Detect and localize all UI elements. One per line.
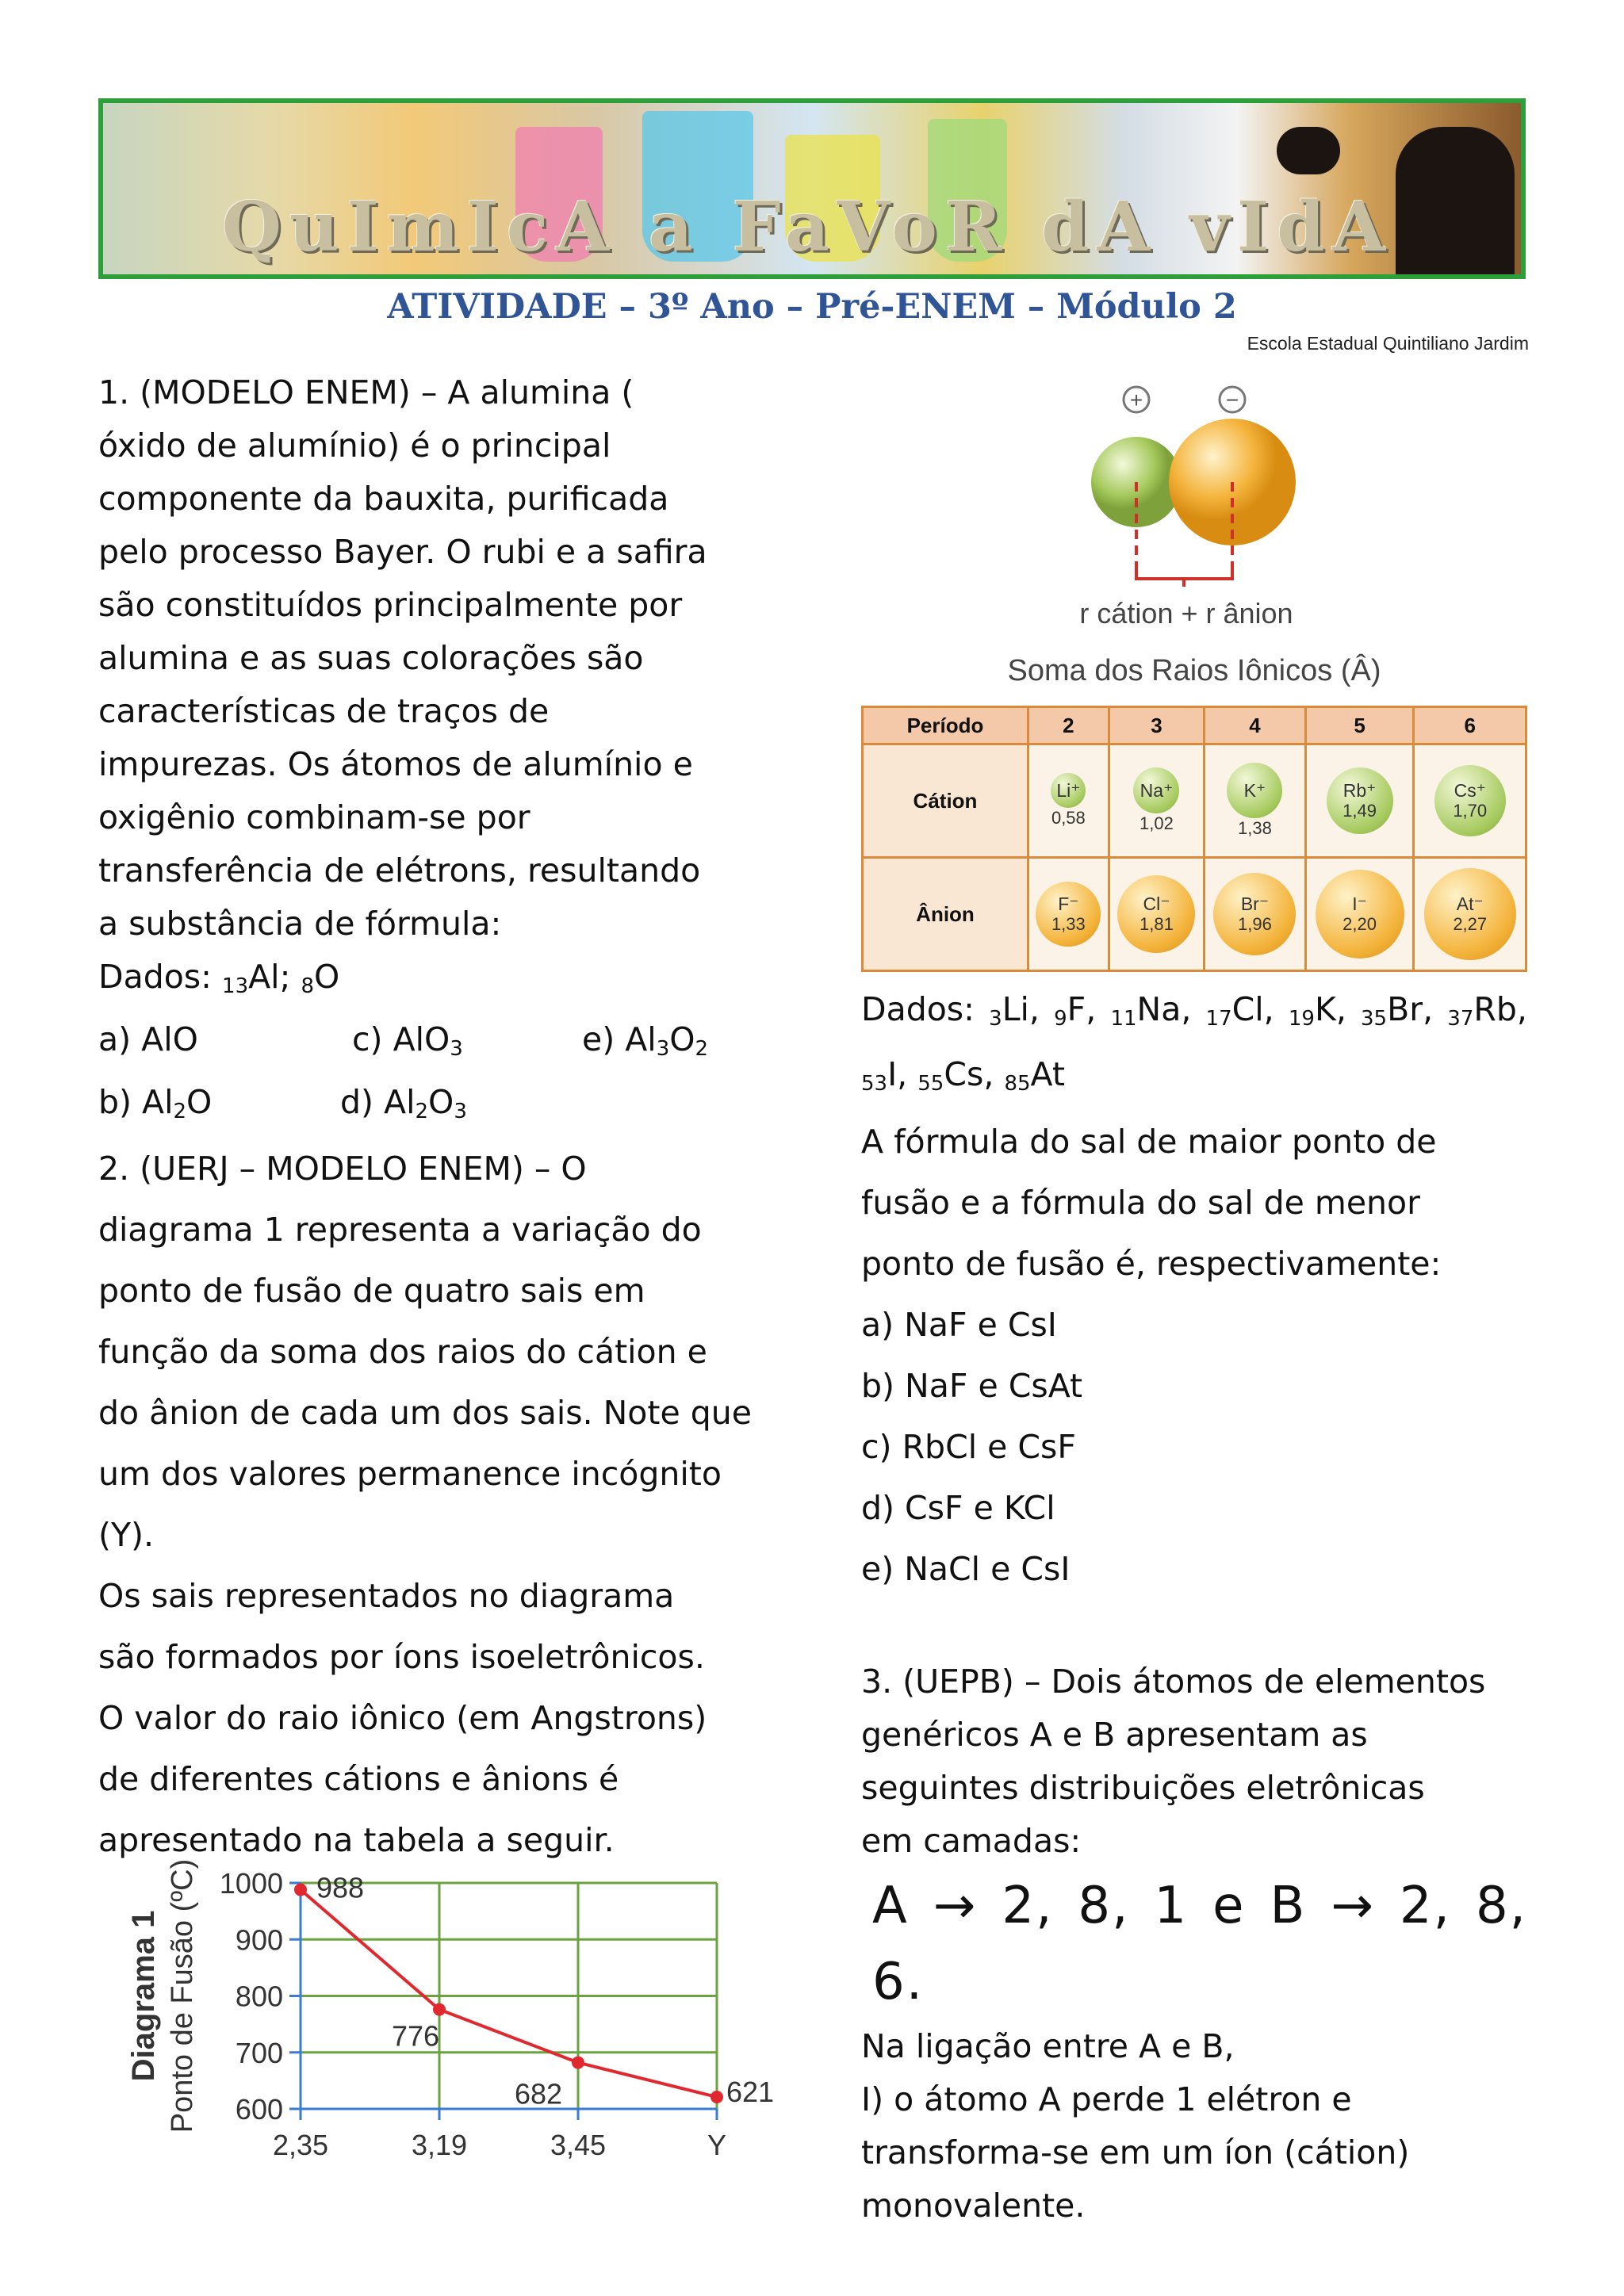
- question-1: [98, 366, 764, 1138]
- x-tick-label: 3,45: [550, 2129, 607, 2161]
- x-tick-label: 2,35: [272, 2129, 329, 2161]
- q1-line: oxigênio combinam-se por: [98, 798, 530, 836]
- q2-question-line: A fórmula do sal de maior ponto de: [861, 1123, 1437, 1161]
- q2-option-e[interactable]: e) NaCl e CsI: [861, 1550, 1071, 1588]
- cation-cell: [1414, 744, 1526, 858]
- ion-ball: Rb⁺ 1,49: [1327, 767, 1393, 834]
- banner-title: QuImIcA a FaVoR dA vIdA: [222, 187, 1394, 267]
- q3-line: Na ligação entre A e B,: [861, 2027, 1235, 2065]
- data-label: 776: [392, 2019, 440, 2053]
- y-tick-label: 700: [235, 2036, 283, 2069]
- q2-line: apresentado na tabela a seguir.: [98, 1821, 615, 1859]
- data-point: [710, 2091, 723, 2103]
- q1-line: são constituídos principalmente por: [98, 586, 683, 624]
- x-tick-label: 3,19: [411, 2129, 468, 2161]
- q2-line: de diferentes cátions e ânions é: [98, 1760, 619, 1798]
- data-label: 682: [515, 2077, 563, 2110]
- ion-radius: 1,02: [1139, 813, 1174, 833]
- q2-option-b[interactable]: b) NaF e CsAt: [861, 1367, 1083, 1405]
- chart-title: Diagrama 1: [126, 1910, 161, 2082]
- q1-line: 1. (MODELO ENEM) – A alumina (: [98, 373, 634, 411]
- q2-question-line: fusão e a fórmula do sal de menor: [861, 1184, 1420, 1222]
- y-tick-label: 600: [235, 2093, 283, 2126]
- cation-cell: [1109, 744, 1204, 858]
- option-b[interactable]: b) $Al_2O$: [98, 1083, 213, 1123]
- q3-line: genéricos A e B apresentam as: [861, 1716, 1368, 1754]
- left-column: [98, 366, 764, 1871]
- anion-cell: [1109, 858, 1204, 971]
- x-tick-label: Y: [707, 2129, 727, 2161]
- cation-cell: [1205, 744, 1305, 858]
- ion-ball: Na⁺: [1133, 767, 1179, 813]
- q2-line: um dos valores permanence incógnito: [98, 1455, 722, 1493]
- q1-line: impurezas. Os átomos de alumínio e: [98, 745, 693, 783]
- header-period: Período: [863, 707, 1028, 744]
- y-tick-label: 1000: [219, 1867, 283, 1900]
- cation-row-label: Cátion: [863, 744, 1028, 858]
- q3-line: seguintes distribuições eletrônicas: [861, 1769, 1425, 1807]
- q2-dados: Dados: $_3$Li, $_9$F, $_{11}$Na, $_{17}$Cl, $_{19}$K, $_{35}$Br, $_{37}$Rb, $_{53}$I, $_{55}$Cs, $_{85}$At: [861, 990, 1527, 1096]
- q2-question-line: ponto de fusão é, respectivamente:: [861, 1245, 1442, 1283]
- q1-line: alumina e as suas colorações são: [98, 639, 644, 677]
- school-name: Escola Estadual Quintiliano Jardim: [1247, 333, 1529, 354]
- minus-sign: −: [1225, 388, 1239, 412]
- q1-line: a substância de fórmula:: [98, 905, 502, 943]
- header-period-4: 4: [1205, 707, 1305, 744]
- q2-option-d[interactable]: d) CsF e KCl: [861, 1489, 1055, 1527]
- data-point: [572, 2057, 584, 2069]
- series-line: [301, 1890, 717, 2097]
- ionic-radii-figure: [861, 371, 1527, 974]
- right-column: [861, 982, 1527, 2233]
- q2-line: são formados por íons isoeletrônicos.: [98, 1638, 705, 1676]
- ion-ball: Cs⁺ 1,70: [1434, 765, 1506, 836]
- q1-line: pelo processo Bayer. O rubi e a safira: [98, 533, 707, 571]
- header-period-2: 2: [1028, 707, 1109, 744]
- plus-sign: +: [1129, 388, 1143, 412]
- data-label: 988: [316, 1871, 365, 1904]
- q3-line: 3. (UEPB) – Dois átomos de elementos: [861, 1663, 1486, 1701]
- q2-line: função da soma dos raios do cátion e: [98, 1333, 707, 1371]
- q3-line: em camadas:: [861, 1822, 1082, 1860]
- option-c[interactable]: c) AlO$_3$: [352, 1020, 463, 1061]
- question-2: [98, 1138, 764, 1871]
- cation-cell: [1305, 744, 1414, 858]
- anion-row-label: Ânion: [863, 858, 1028, 971]
- q2-line: (Y).: [98, 1516, 155, 1554]
- q2-line: do ânion de cada um dos sais. Note que: [98, 1394, 752, 1432]
- option-e[interactable]: e) $Al_3O_2$: [582, 1020, 709, 1061]
- q3-equation: A → 2, 8, 1 e B → 2, 8, 6.: [872, 1877, 1527, 2011]
- data-point: [433, 2003, 446, 2016]
- anion-cell: [1414, 858, 1526, 971]
- ion-ball: K⁺: [1227, 763, 1282, 818]
- q2-line: ponto de fusão de quatro sais em: [98, 1272, 645, 1310]
- question-3: [861, 1655, 1527, 2233]
- header-period-6: 6: [1414, 707, 1526, 744]
- ion-ball: F⁻ 1,33: [1036, 882, 1101, 947]
- anion-cell: [1205, 858, 1305, 971]
- q2-line: 2. (UERJ – MODELO ENEM) – O: [98, 1150, 587, 1188]
- q3-item-i: monovalente.: [861, 2187, 1086, 2225]
- ion-ball: At⁻ 2,27: [1424, 868, 1516, 960]
- q2-option-c[interactable]: c) RbCl e CsF: [861, 1428, 1076, 1466]
- header-period-5: 5: [1305, 707, 1414, 744]
- ion-ball: Li⁺: [1051, 773, 1086, 808]
- y-tick-label: 900: [235, 1923, 283, 1957]
- option-d[interactable]: d) $Al_2O_3$: [340, 1083, 467, 1123]
- header-period-3: 3: [1109, 707, 1204, 744]
- q1-options-row-2: [98, 1076, 764, 1138]
- y-axis-label: Ponto de Fusão (ºC): [166, 1858, 199, 2133]
- q1-dados: Dados: $_{13}$Al; $_8$O: [98, 958, 340, 998]
- cupid-silhouette: [1277, 127, 1340, 174]
- q3-item-i: transforma-se em um íon (cátion): [861, 2133, 1410, 2172]
- ion-ball: I⁻ 2,20: [1316, 870, 1404, 959]
- q1-line: transferência de elétrons, resultando: [98, 851, 701, 890]
- q2-option-a[interactable]: a) NaF e CsI: [861, 1306, 1057, 1344]
- data-point: [294, 1884, 307, 1896]
- ion-ball: Br⁻ 1,96: [1213, 873, 1296, 955]
- radius-sum-label: r cátion + r ânion: [1079, 597, 1293, 629]
- header-banner: [98, 98, 1526, 279]
- q1-line: componente da bauxita, purificada: [98, 480, 669, 518]
- ionic-radii-table: [861, 706, 1527, 972]
- figure-caption: Soma dos Raios Iônicos (Â): [1007, 654, 1381, 687]
- q1-line: óxido de alumínio) é o principal: [98, 427, 611, 465]
- ion-radius: 0,58: [1051, 808, 1086, 828]
- radius-sum-diagram: [861, 371, 1527, 704]
- q2-line: O valor do raio iônico (em Angstrons): [98, 1699, 707, 1737]
- q1-line: características de traços de: [98, 692, 550, 730]
- q2-line: Os sais representados no diagrama: [98, 1577, 675, 1615]
- anion-cell: [1028, 858, 1109, 971]
- ion-ball: Cl⁻ 1,81: [1117, 875, 1195, 953]
- question-2-continued: [861, 982, 1527, 1600]
- page-title: ATIVIDADE – 3º Ano – Pré-ENEM – Módulo 2: [387, 287, 1237, 327]
- q2-line: diagrama 1 representa a variação do: [98, 1211, 702, 1249]
- q1-options-row-1: [98, 1013, 764, 1076]
- melting-point-chart: [98, 1855, 780, 2172]
- y-tick-label: 800: [235, 1980, 283, 2013]
- q3-item-i: I) o átomo A perde 1 elétron e: [861, 2080, 1352, 2118]
- anion-cell: [1305, 858, 1414, 971]
- option-a[interactable]: a) AlO: [98, 1020, 198, 1058]
- cation-cell: [1028, 744, 1109, 858]
- ion-radius: 1,38: [1238, 818, 1272, 838]
- data-label: 621: [726, 2076, 775, 2109]
